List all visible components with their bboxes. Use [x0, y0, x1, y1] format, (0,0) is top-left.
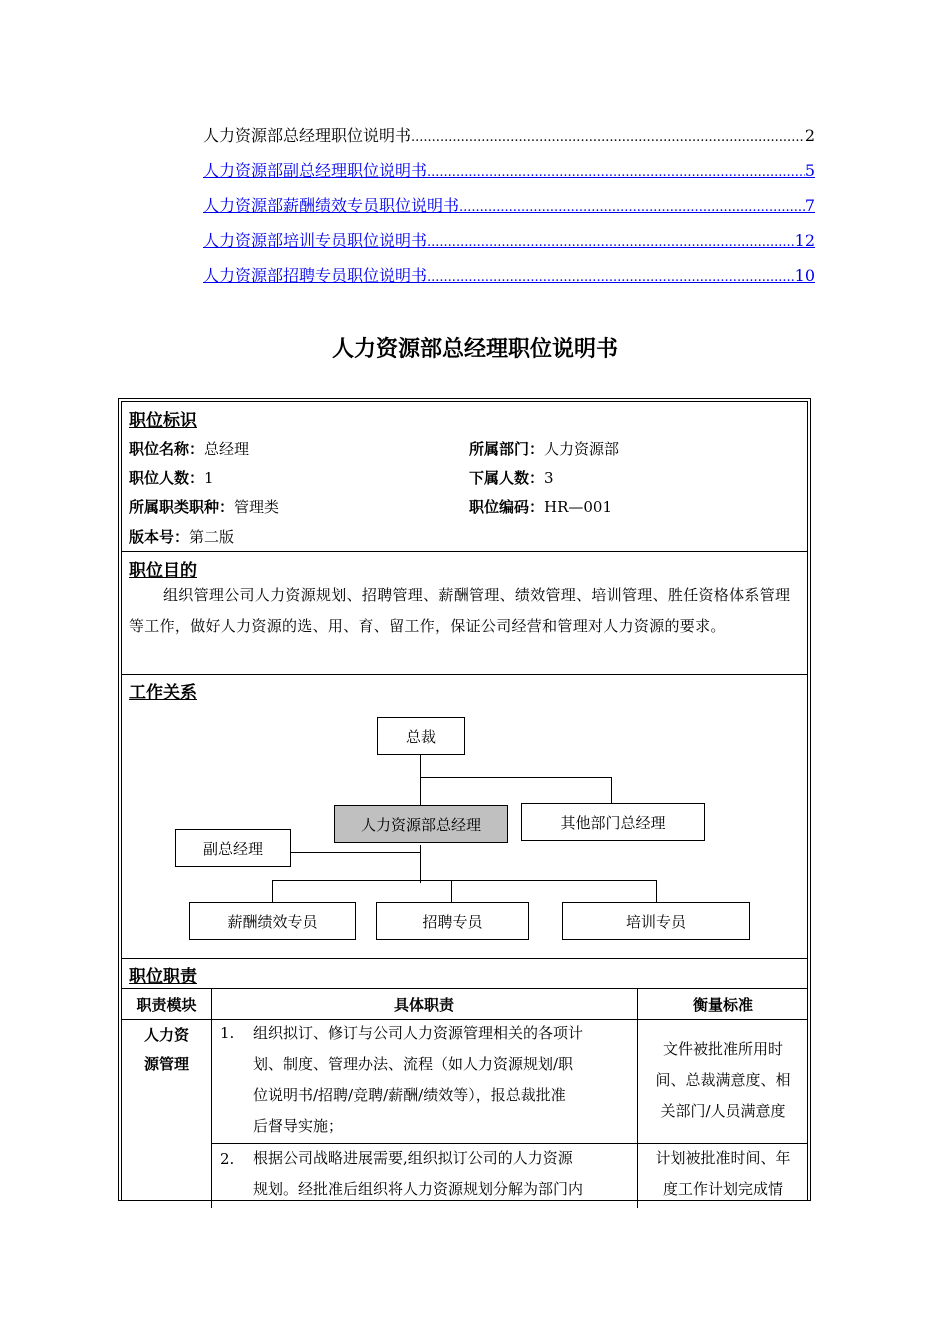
- col-header-measure: 衡量标准: [692, 996, 753, 1014]
- connector-line: [272, 880, 657, 881]
- connector-line: [611, 777, 612, 805]
- toc-title: 人力资源部招聘专员职位说明书: [203, 266, 428, 285]
- toc-title: 人力资源部薪酬绩效专员职位说明书: [203, 196, 460, 215]
- module-name: 源管理: [143, 1055, 189, 1073]
- field-position-name: 职位名称：总经理: [129, 440, 250, 458]
- module-name: 人力资: [143, 1026, 189, 1044]
- toc-title: 人力资源部总经理职位说明书: [203, 126, 412, 145]
- duty-measure: 文件被批准所用时 间、总裁满意度、相 关部门/人员满意度: [655, 1040, 791, 1120]
- field-position-code: 职位编码：HR—001: [469, 498, 613, 516]
- section-heading-identity: 职位标识: [129, 411, 197, 431]
- field-department: 所属部门：人力资源部: [469, 440, 620, 458]
- toc-link[interactable]: [203, 193, 815, 228]
- org-node-president: 总裁: [377, 717, 465, 755]
- org-node-other-gm: 其他部门总经理: [521, 803, 705, 841]
- column-divider: [211, 988, 212, 1208]
- field-version: 版本号：第二版: [129, 528, 235, 546]
- job-description-table: [118, 398, 811, 1201]
- toc-leader: [411, 130, 805, 145]
- divider: [122, 551, 807, 552]
- org-node-training-specialist: 培训专员: [562, 902, 750, 940]
- connector-line: [656, 880, 657, 904]
- toc-leader: [427, 270, 795, 285]
- field-headcount: 职位人数：1: [129, 469, 214, 487]
- toc-page: 2: [804, 126, 815, 145]
- org-node-comp-specialist: 薪酬绩效专员: [189, 902, 356, 940]
- toc-title: 人力资源部培训专员职位说明书: [203, 231, 428, 250]
- duty-number: 1.: [220, 1024, 235, 1042]
- toc-page: 12: [794, 231, 815, 250]
- toc-page: 5: [804, 161, 815, 180]
- duty-text: 组织拟订、修订与公司人力资源管理相关的各项计 划、制度、管理办法、流程（如人力资源规划/职 位说明书/招聘/竞聘/薪酬/绩效等），报总裁批准 后督导实施；: [253, 1024, 584, 1135]
- col-header-module: 职责模块: [136, 996, 197, 1014]
- divider: [122, 988, 807, 989]
- duty-measure: 计划被批准时间、年 度工作计划完成情: [655, 1149, 791, 1198]
- toc-title: 人力资源部副总经理职位说明书: [203, 161, 428, 180]
- toc-leader: [427, 235, 795, 250]
- col-header-detail: 具体职责: [393, 996, 454, 1014]
- toc-link[interactable]: [203, 263, 815, 298]
- field-subordinates: 下属人数：3: [469, 469, 554, 487]
- org-node-hr-gm: 人力资源部总经理: [334, 805, 508, 843]
- document-title: 人力资源部总经理职位说明书: [331, 337, 618, 362]
- divider: [122, 674, 807, 675]
- purpose-text: 组织管理公司人力资源规划、招聘管理、薪酬管理、绩效管理、培训管理、胜任资格体系管理等工作，做好人力资源的选、用、育、留工作，保证公司经营和管理对人力资源的要求。: [129, 586, 791, 635]
- field-job-category: 所属职类职种：管理类: [129, 498, 280, 516]
- org-node-recruit-specialist: 招聘专员: [376, 902, 529, 940]
- table-of-contents: [203, 123, 815, 298]
- connector-line: [420, 845, 421, 883]
- toc-leader: [459, 200, 805, 215]
- section-heading-purpose: 职位目的: [129, 561, 197, 581]
- toc-page: 7: [804, 196, 815, 215]
- section-heading-relations: 工作关系: [129, 683, 197, 703]
- toc-link[interactable]: [203, 228, 815, 263]
- connector-line: [272, 880, 273, 904]
- toc-leader: [427, 165, 805, 180]
- connector-line: [451, 880, 452, 904]
- toc-link[interactable]: [203, 158, 815, 193]
- duty-number: 2.: [220, 1150, 235, 1168]
- connector-line: [420, 777, 612, 778]
- connector-line: [289, 852, 420, 853]
- section-heading-duties: 职位职责: [129, 967, 197, 987]
- toc-page: 10: [794, 266, 815, 285]
- table-inner-border: [121, 401, 808, 1200]
- divider: [122, 958, 807, 959]
- duty-text: 根据公司战略进展需要,组织拟订公司的人力资源 规划。经批准后组织将人力资源规划分解为部门内: [253, 1149, 584, 1198]
- toc-entry: [203, 123, 815, 158]
- org-node-deputy: 副总经理: [175, 829, 291, 867]
